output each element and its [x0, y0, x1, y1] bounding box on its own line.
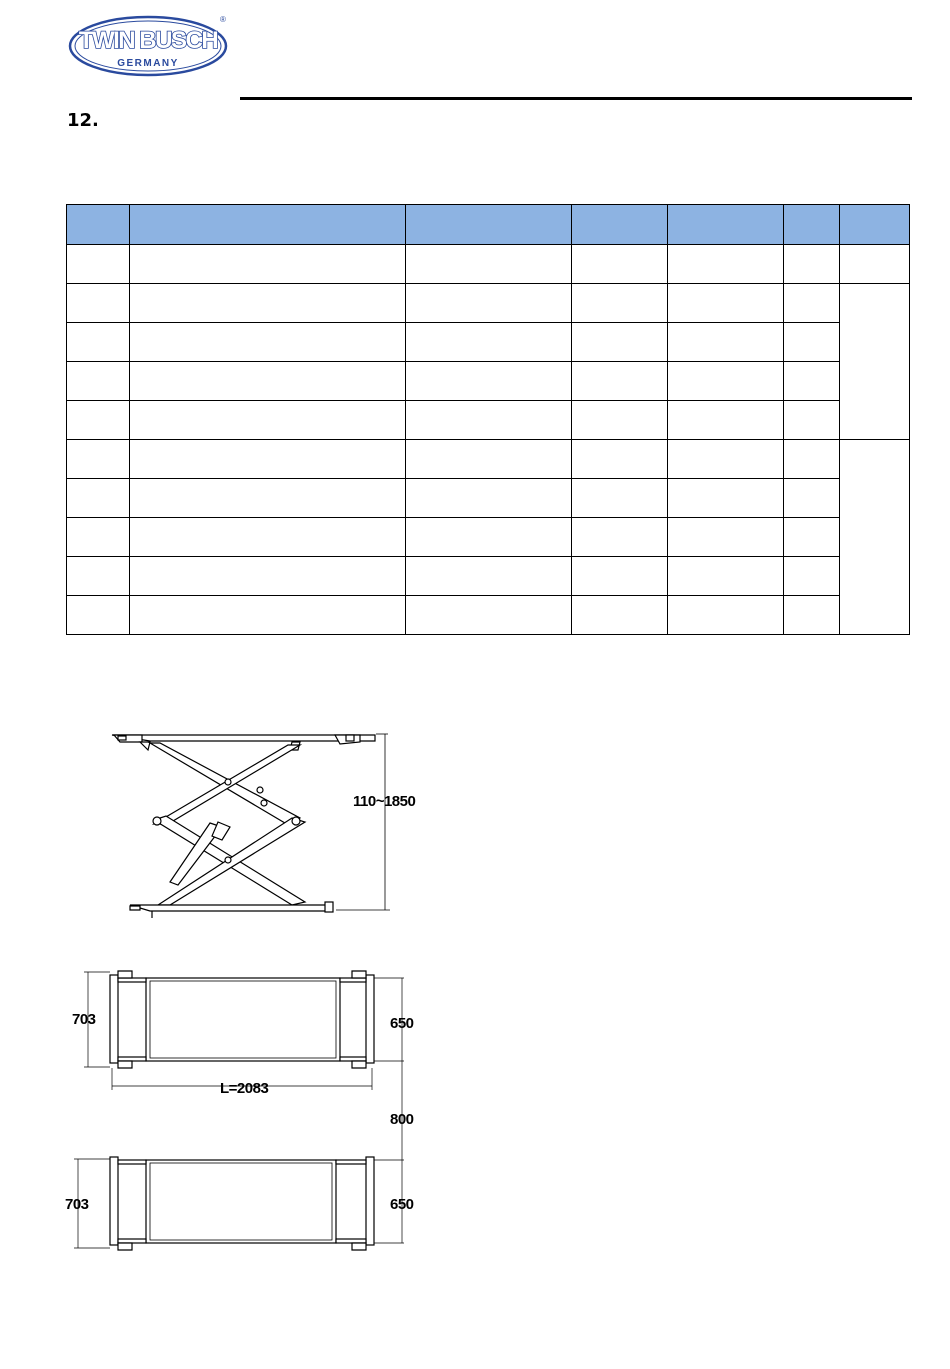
platform-width-label: 650	[390, 1015, 414, 1032]
logo-subtitle: GERMANY	[117, 58, 179, 69]
platform-width-label-2: 650	[390, 1196, 414, 1213]
height-range-label: 110~1850	[353, 793, 416, 810]
top-view-platform-1	[84, 971, 404, 1160]
side-view-drawing	[112, 734, 390, 918]
top-view-platform-2	[74, 1157, 404, 1250]
section-number: 12.	[67, 110, 99, 131]
length-label: L=2083	[220, 1080, 269, 1097]
outer-width-label-2: 703	[65, 1196, 89, 1213]
logo-wordmark: TWIN BUSCH	[78, 27, 218, 54]
registered-mark: ®	[220, 15, 226, 24]
gap-label: 800	[390, 1111, 414, 1128]
outer-width-label: 703	[72, 1011, 96, 1028]
